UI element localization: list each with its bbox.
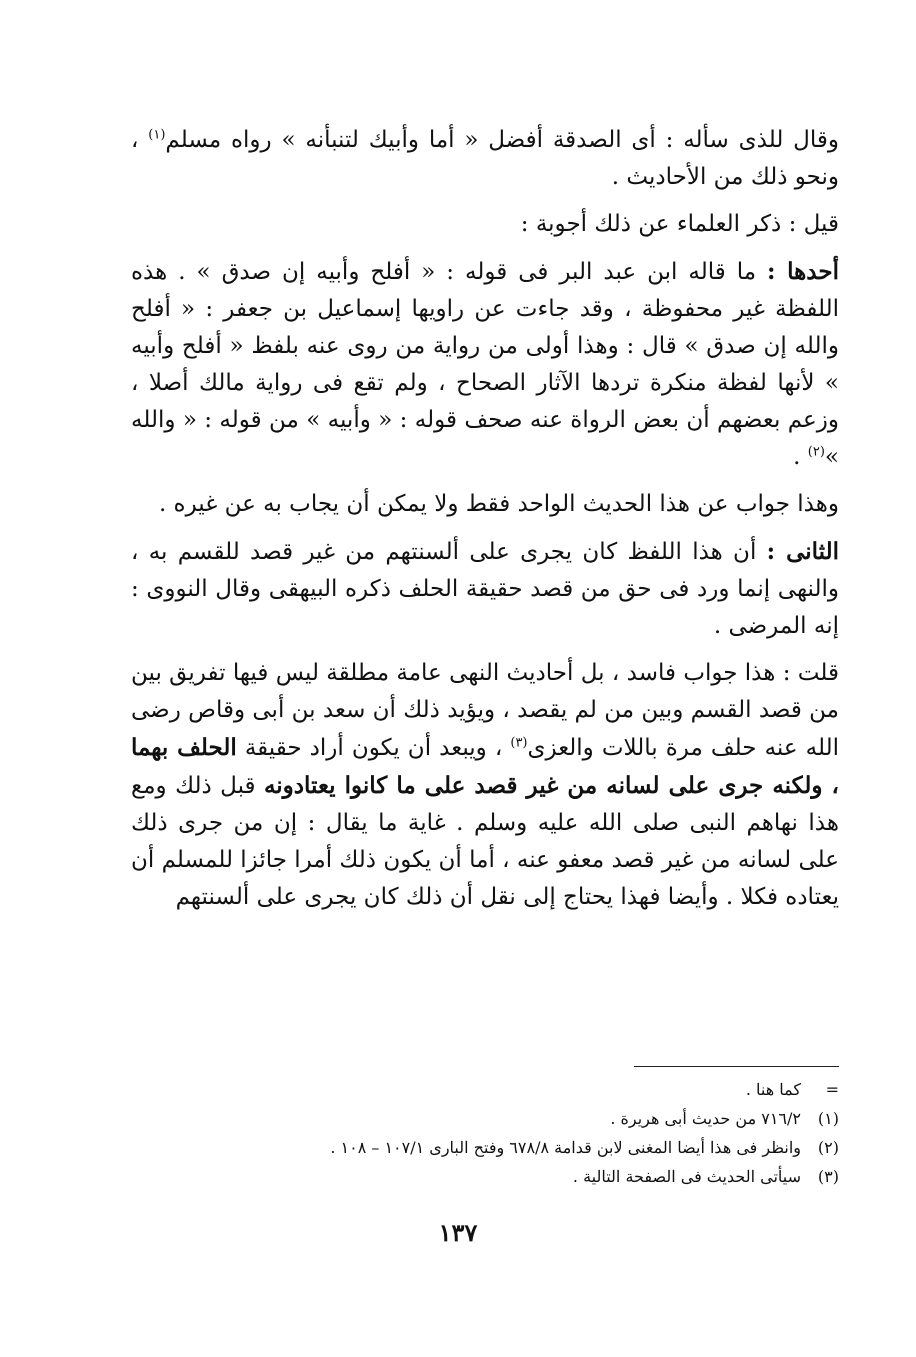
paragraph-3-lead: أحدها : [767, 258, 839, 285]
paragraph-5-lead: الثانى : [766, 538, 840, 565]
paragraph-6-text-end: قبل ذلك ومع هذا نهاهم النبى صلى الله عليه وسلم . غاية ما يقال : إن من جرى ذلك على لسانه من غير قصد معفو عنه ، أما أن يكون ذلك أمرا جائزا للمسلم أن يعتاده فكلا . وأيضا فهذا يحتاج إلى نقل أن ذلك كان يجرى على ألسنتهم [131, 773, 839, 910]
paragraph-6 [131, 655, 839, 916]
paragraph-1-text-end: ، ونحو ذلك من الأحاديث . [131, 127, 839, 190]
footnote-continued [131, 1075, 839, 1104]
footnote-number: (٢) [817, 1138, 839, 1157]
main-text [131, 122, 839, 926]
footnote-text: كما هنا . [745, 1080, 801, 1099]
paragraph-4 [131, 486, 839, 523]
paragraph-1 [131, 122, 839, 196]
paragraph-4-text: وهذا جواب عن هذا الحديث الواحد فقط ولا يمكن أن يجاب به عن غيره . [158, 491, 839, 517]
footnote-3 [131, 1162, 839, 1191]
paragraph-3-text-end: . [793, 444, 808, 470]
paragraph-2 [131, 206, 839, 243]
paragraph-1-text: وقال للذى سأله : أى الصدقة أفضل « أما وأبيك لتنبأنه » رواه مسلم [165, 127, 840, 153]
footnote-divider [634, 1066, 839, 1067]
footnote-text: سيأتى الحديث فى الصفحة التالية . [572, 1167, 801, 1186]
footnote-text: وانظر فى هذا أيضا المغنى لابن قدامة ٦٧٨/٨ وفتح البارى ١٠٧/١ – ١٠٨ . [330, 1138, 801, 1157]
footnote-ref-3[interactable]: (٣) [510, 735, 528, 751]
paragraph-3-text: ما قاله ابن عبد البر فى قوله : « أفلح وأبيه إن صدق » . هذه اللفظة غير محفوظة ، وقد جاءت عن راويها إسماعيل بن جعفر : « أفلح والله إن صدق » قال : وهذا أولى من رواية من روى عنه بلفظ « أفلح وأبيه » لأنها لفظة منكرة تردها الآثار الصحاح ، ولم تقع فى رواية مالك أصلا ، وزعم بعضهم أن بعض الرواة عنه صحف قوله : « وأبيه » من قوله : « والله » [131, 259, 839, 470]
paragraph-6-text-mid: ، ويبعد أن يكون أراد حقيقة [236, 735, 511, 761]
footnote-ref-2[interactable]: (٢) [807, 444, 825, 460]
footnote-1 [131, 1104, 839, 1133]
paragraph-3 [131, 253, 839, 476]
footnote-text: ٧١٦/٢ من حديث أبى هريرة . [610, 1109, 801, 1128]
paragraph-6-bold-text: الحلف بهما ، ولكنه جرى على لسانه من غير قصد على ما كانوا يعتادونه [131, 734, 839, 799]
page-number: ١٣٧ [438, 1218, 478, 1247]
paragraph-2-text: قيل : ذكر العلماء عن ذلك أجوبة : [520, 211, 839, 237]
paragraph-5 [131, 533, 839, 645]
footnote-number: (٣) [817, 1167, 839, 1186]
paragraph-6-text: قلت : هذا جواب فاسد ، بل أحاديث النهى عامة مطلقة ليس فيها تفريق بين من قصد القسم وبين من لم يقصد ، ويؤيد ذلك أن سعد بن أبى وقاص رضى الله عنه حلف مرة باللات والعزى [131, 660, 839, 761]
footnote-number: = [825, 1080, 839, 1099]
paragraph-5-text: أن هذا اللفظ كان يجرى على ألسنتهم من غير قصد للقسم به ، والنهى إنما ورد فى حق من قصد حقيقة الحلف ذكره البيهقى وقال النووى : إنه المرضى . [131, 539, 839, 639]
footnotes [131, 1075, 839, 1191]
footnote-number: (١) [817, 1109, 839, 1128]
footnote-2 [131, 1133, 839, 1162]
footnote-ref-1[interactable]: (١) [148, 127, 166, 143]
